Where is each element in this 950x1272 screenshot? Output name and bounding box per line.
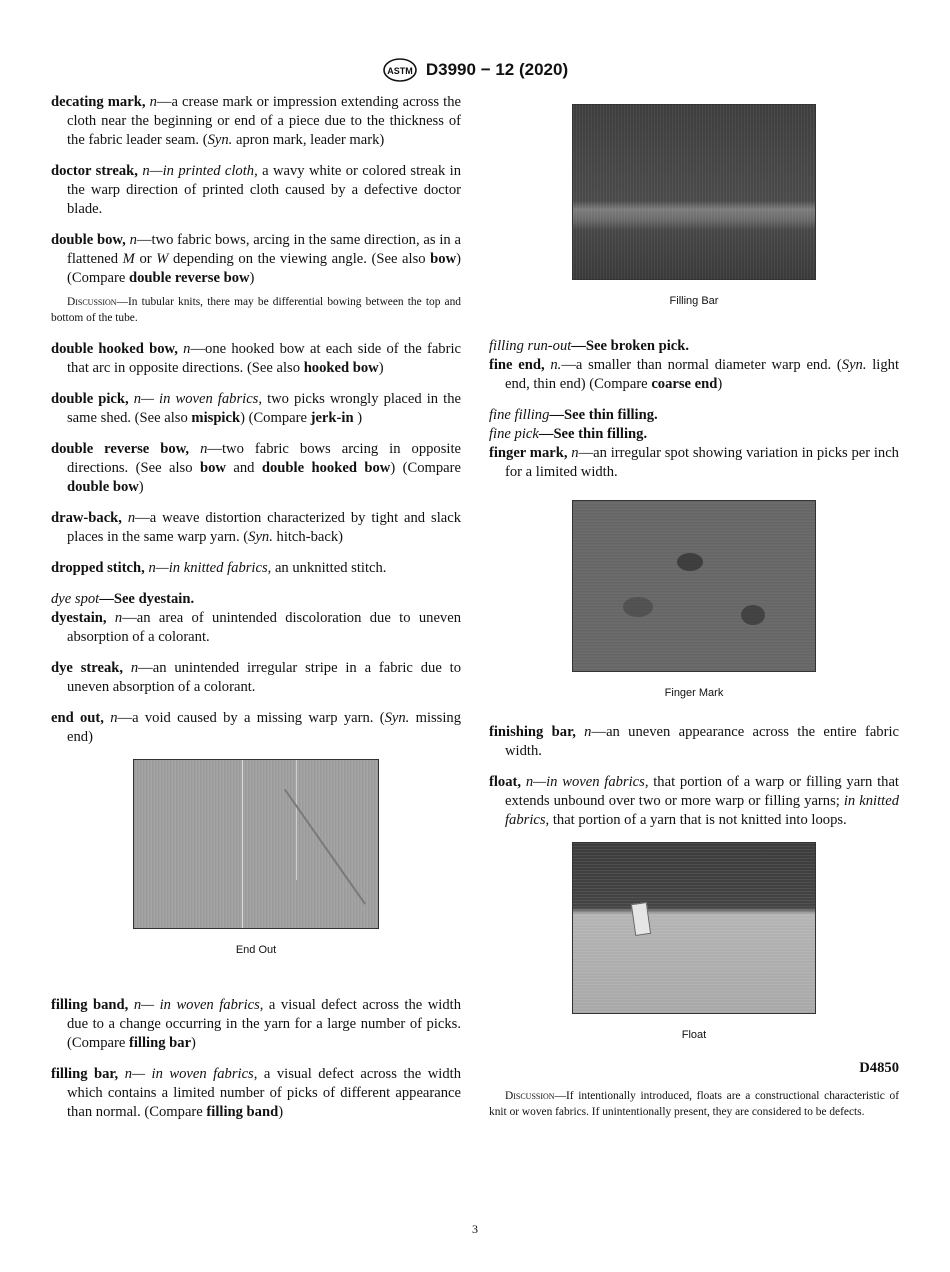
entry-filling-run-out: filling run-out—See broken pick.	[489, 338, 690, 354]
standard-designation: D3990 − 12 (2020)	[425, 60, 569, 79]
page-header	[0, 57, 950, 83]
entry-dye-streak: dye streak, n—an unintended irregular stripe in a fabric due to uneven absorption of a colorant.	[51, 660, 461, 695]
entry-finishing-bar: finishing bar, n—an uneven appearance across the entire fabric width.	[489, 724, 899, 759]
figure-end-out	[51, 759, 461, 960]
figure-finger-mark	[489, 500, 899, 703]
entry-double-pick: double pick, n— in woven fabrics, two picks wrongly placed in the same shed. (See also mispick) (Compare jerk-in )	[51, 391, 461, 426]
entry-dyestain: dyestain, n—an area of unintended discoloration due to uneven absorption of a colorant.	[51, 610, 461, 645]
entry-double-hooked-bow: double hooked bow, n—one hooked bow at each side of the fabric that arc in opposite directions. (See also hooked bow)	[51, 341, 461, 376]
entry-fine-filling: fine filling—See thin filling.	[489, 407, 658, 423]
filling-bar-caption: Filling Bar	[669, 295, 719, 307]
discussion-float: Discussion—If intentionally introduced, floats are a constructional characteristic of knit or woven fabrics. If unintentionally present, they are considered to be defects.	[489, 1090, 899, 1118]
entry-dye-spot: dye spot—See dyestain.	[51, 591, 195, 607]
entry-decating-mark: decating mark, n—a crease mark or impression extending across the cloth near the beginning or end of a piece due to the thickness of the fabric leader seam. (Syn. apron mark, leader mark)	[51, 94, 461, 148]
reference-label: D4850	[859, 1060, 899, 1076]
entry-filling-band: filling band, n— in woven fabrics, a visual defect across the width due to a change occurring in the yarn for a large number of picks. (Compare filling bar)	[51, 997, 461, 1051]
entry-draw-back: draw-back, n—a weave distortion characterized by tight and slack places in the same warp yarn. (Syn. hitch-back)	[51, 510, 461, 545]
entry-finger-mark: finger mark, n—an irregular spot showing variation in picks per inch for a limited width.	[489, 445, 899, 480]
finger-mark-image	[572, 500, 816, 672]
entry-double-bow: double bow, n—two fabric bows, arcing in the same direction, as in a flattened M or W depending on the viewing angle. (See also bow) (Compare double reverse bow)	[51, 232, 462, 286]
discussion-double-bow: Discussion—In tubular knits, there may be differential bowing between the top and bottom of the tube.	[51, 296, 461, 324]
entry-dropped-stitch: dropped stitch, n—in knitted fabrics, an unknitted stitch.	[51, 560, 387, 576]
figure-float	[489, 842, 899, 1045]
float-image	[572, 842, 816, 1014]
right-column	[489, 93, 899, 1134]
end-out-image	[133, 759, 379, 929]
entry-filling-bar: filling bar, n— in woven fabrics, a visual defect across the width which contains a limited number of picks of different appearance than normal. (Compare filling band)	[51, 1066, 461, 1120]
filling-bar-image	[572, 104, 816, 280]
finger-mark-caption: Finger Mark	[664, 687, 724, 699]
left-column	[51, 93, 461, 1134]
astm-logo-icon	[382, 57, 418, 83]
float-caption: Float	[681, 1029, 707, 1041]
entry-doctor-streak: doctor streak, n—in printed cloth, a wavy white or colored streak in the warp direction of printed cloth caused by a defective doctor blade.	[51, 163, 462, 217]
entry-fine-end: fine end, n.—a smaller than normal diameter warp end. (Syn. light end, thin end) (Compare coarse end)	[489, 357, 900, 392]
astm-logo-text: ASTM	[387, 66, 413, 76]
entry-double-reverse-bow: double reverse bow, n—two fabric bows arcing in opposite directions. (See also bow and double hooked bow) (Compare double bow)	[51, 441, 461, 495]
page-number: 3	[472, 1222, 478, 1236]
entry-fine-pick: fine pick—See thin filling.	[489, 426, 648, 442]
end-out-caption: End Out	[235, 944, 277, 956]
figure-filling-bar	[489, 104, 899, 311]
entry-end-out: end out, n—a void caused by a missing warp yarn. (Syn. missing end)	[51, 710, 462, 745]
entry-float: float, n—in woven fabrics, that portion of a warp or filling yarn that extends unbound over two or more warp or filling yarns; in knitted fabrics, that portion of a yarn that is not knitted into loops.	[489, 774, 899, 828]
